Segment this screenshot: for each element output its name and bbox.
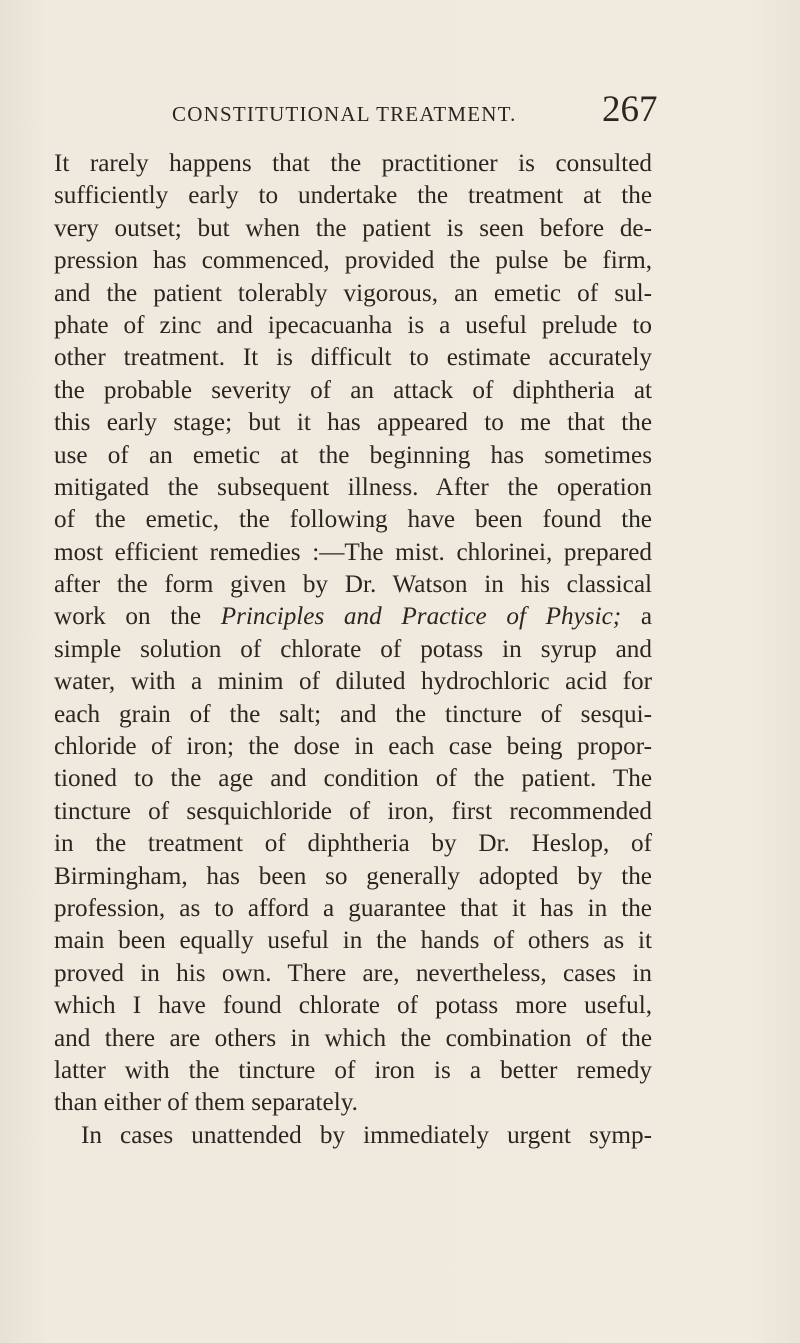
text-line: pression has commenced, provided the pulse be firm, — [54, 247, 652, 275]
text-line: other treatment. It is difficult to estimate accurately — [54, 344, 652, 372]
text-line: main been equally useful in the hands of others as it — [54, 927, 652, 955]
text-line: which I have found chlorate of potass more useful, — [54, 992, 652, 1020]
text-line: profession, as to afford a guarantee that it has in the — [54, 894, 652, 922]
text-line: of the emetic, the following have been found the — [54, 506, 652, 534]
text-line: and there are others in which the combination of the — [54, 1024, 652, 1052]
running-head-title: CONSTITUTIONAL TREATMENT. — [172, 102, 517, 126]
text-line-paragraph-start: In cases unattended by immediately urgent symp- — [81, 1121, 652, 1149]
text-line: sufficiently early to undertake the treatment at the — [54, 182, 652, 210]
text-line: very outset; but when the patient is seen before de- — [54, 214, 652, 242]
text-line: latter with the tincture of iron is a better remedy — [54, 1056, 652, 1084]
text-line-post: a — [621, 603, 653, 631]
text-line: each grain of the salt; and the tincture of sesqui- — [54, 700, 652, 728]
text-line: simple solution of chlorate of potass in syrup and — [54, 635, 652, 663]
text-line: tioned to the age and condition of the patient. The — [54, 765, 652, 793]
text-line: this early stage; but it has appeared to me that the — [54, 409, 652, 437]
text-line: use of an emetic at the beginning has sometimes — [54, 441, 652, 469]
text-line: the probable severity of an attack of diphtheria at — [54, 376, 652, 404]
text-line: chloride of iron; the dose in each case being propor- — [54, 733, 652, 761]
text-line-pre: work on the — [54, 603, 221, 631]
body-text — [54, 148, 652, 1152]
text-line: proved in his own. There are, nevertheless, cases in — [54, 959, 652, 987]
page-number: 267 — [602, 89, 658, 130]
text-line: Birmingham, has been so generally adopted by the — [54, 862, 652, 890]
text-line-paragraph-end: than either of them separately. — [54, 1089, 358, 1117]
running-head — [0, 88, 800, 134]
text-line: after the form given by Dr. Watson in his classical — [54, 571, 652, 599]
text-line: and the patient tolerably vigorous, an emetic of sul- — [54, 279, 652, 307]
text-line: tincture of sesquichloride of iron, first recommended — [54, 797, 652, 825]
text-line: water, with a minim of diluted hydrochloric acid for — [54, 668, 652, 696]
text-line: most efficient remedies :—The mist. chlorinei, prepared — [54, 538, 652, 566]
text-line: mitigated the subsequent illness. After the operation — [54, 473, 652, 501]
text-line-with-italic — [54, 601, 652, 633]
text-line: It rarely happens that the practitioner is consulted — [54, 150, 652, 177]
text-line: phate of zinc and ipecacuanha is a useful prelude to — [54, 311, 652, 339]
text-line: in the treatment of diphtheria by Dr. Heslop, of — [54, 830, 652, 858]
book-title-italic: Principles and Practice of Physic; — [220, 603, 622, 631]
